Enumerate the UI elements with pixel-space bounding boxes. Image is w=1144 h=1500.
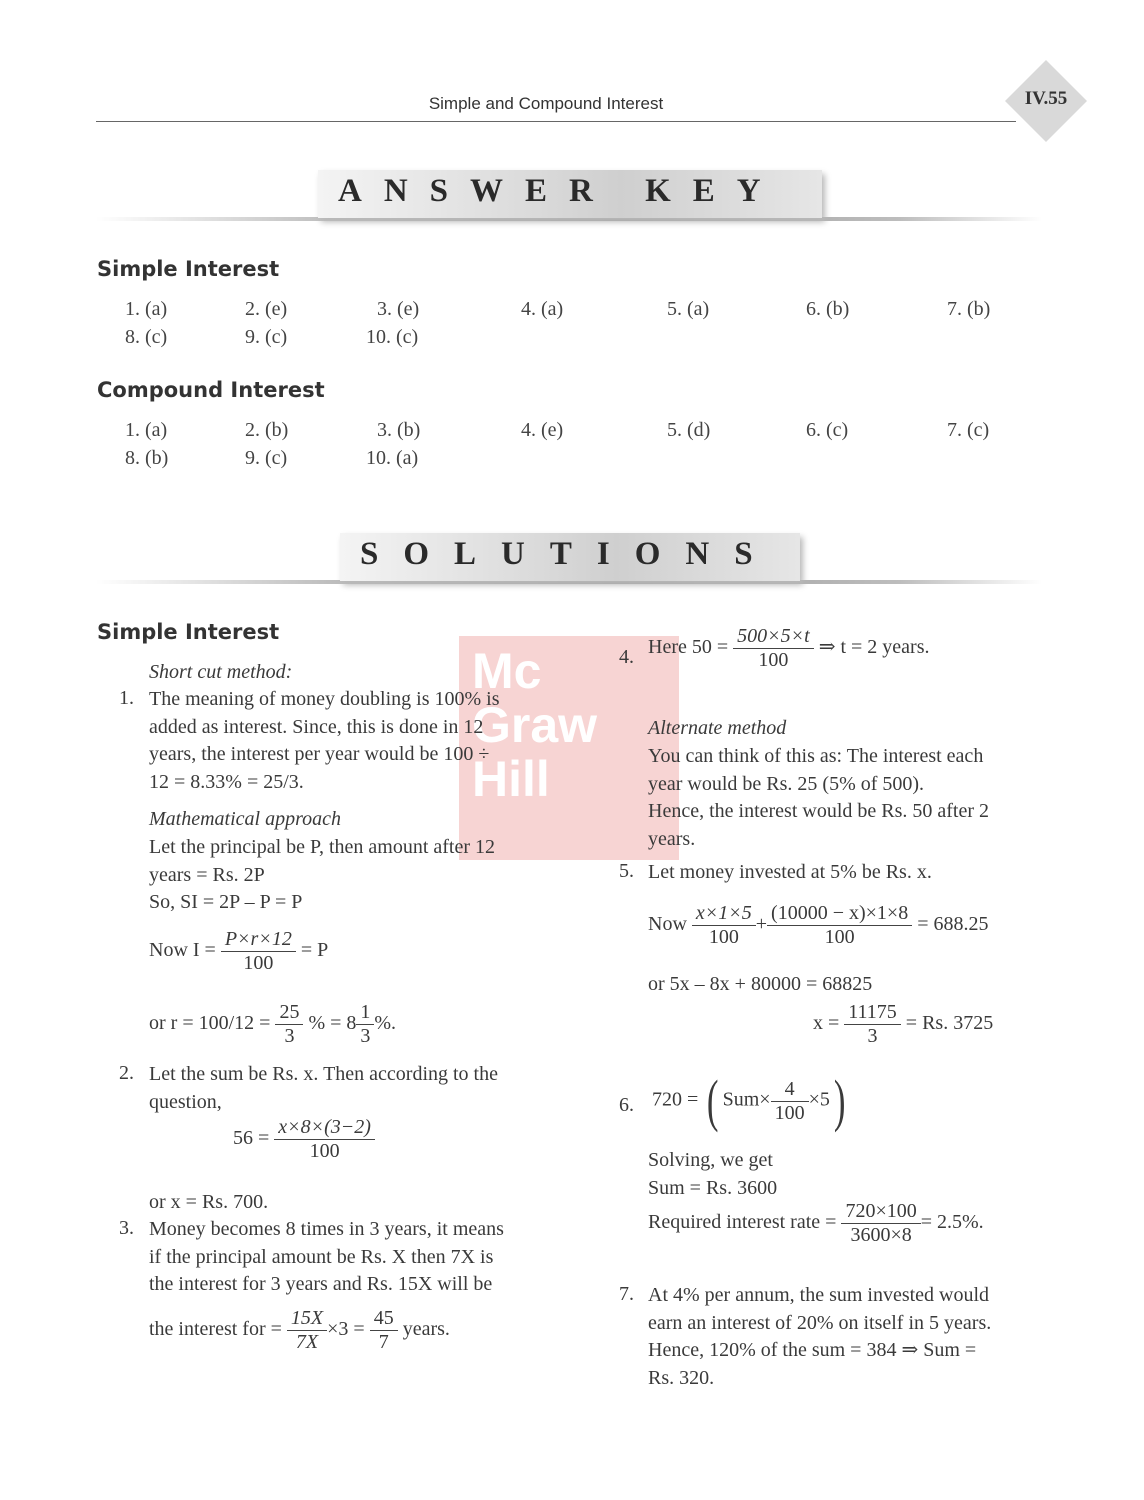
equation: Now $\frac{x\times 1\times 5}{100}$ + $\frac{(10000 - x)\times 1\times 8}{100}$ = 688.25 [648, 902, 989, 948]
answer-item: 7. (c) [947, 419, 990, 441]
solution-number: 7. [619, 1283, 634, 1305]
solution-1-math-text: Let the principal be P, then amount after 12 years = Rs. 2P So, SI = 2P – P = P [149, 836, 496, 913]
equation: 56 = $\frac{x\times 8\times(3-2)}{100}$ [233, 1116, 375, 1163]
answer-item: 9. (c) [245, 326, 288, 348]
solution-number: 1. [119, 687, 134, 709]
answer-item: 2. (e) [245, 298, 288, 320]
answer-key-title: ANSWER KEY [338, 173, 783, 209]
answer-item: 7. (b) [947, 298, 991, 320]
answer-item: 6. (b) [806, 298, 850, 320]
answer-item: 1. (a) [125, 298, 168, 320]
answer-item: 3. (b) [377, 419, 421, 441]
answer-item: 8. (b) [125, 447, 169, 469]
simple-interest-heading: Simple Interest [97, 257, 280, 281]
equation: the interest for = $\frac{15X}{7X}$ ×3 = $\frac{45}{7}$ years. [149, 1307, 450, 1353]
answer-item: 9. (c) [245, 447, 288, 469]
page-number-badge [1003, 58, 1089, 144]
answer-item: 10. (c) [366, 326, 419, 348]
solution-5-text: Let money invested at 5% be Rs. x. [648, 861, 932, 883]
answer-item: 3. (e) [377, 298, 420, 320]
solution-number: 4. [619, 646, 634, 668]
header-rule [96, 121, 1016, 122]
solution-6-text: Solving, we get Sum = Rs. 3600 [648, 1149, 778, 1199]
solutions-simple-heading: Simple Interest [97, 620, 280, 644]
solution-3-text: Money becomes 8 times in 3 years, it means if the principal amount be Rs. X then 7X is the interest for 3 years and Rs. 15X will be [149, 1218, 504, 1295]
compound-interest-heading: Compound Interest [97, 378, 325, 402]
method-title: Alternate method [648, 717, 787, 739]
solution-2-text: Let the sum be Rs. x. Then according to the question, [149, 1063, 498, 1113]
method-title: Mathematical approach [149, 808, 342, 830]
equation: x = $\frac{11175}{3}$ = Rs. 3725 [813, 1001, 994, 1047]
solution-5-step: or 5x – 8x + 80000 = 68825 [648, 973, 873, 995]
equation: Required interest rate = $\frac{720\times 100}{3600\times 8}$ = 2.5%. [648, 1200, 984, 1246]
answer-item: 6. (c) [806, 419, 849, 441]
answer-item: 8. (c) [125, 326, 168, 348]
solution-4-alt-text: You can think of this as: The interest each year would be Rs. 25 (5% of 500). Hence, the interest would be Rs. 50 after 2 years. [648, 745, 990, 850]
running-head: Simple and Compound Interest [428, 94, 664, 113]
solutions-title: SOLUTIONS [360, 536, 778, 572]
answer-item: 1. (a) [125, 419, 168, 441]
answer-item: 10. (a) [366, 447, 419, 469]
solution-number: 2. [119, 1062, 134, 1084]
answer-item: 5. (d) [667, 419, 711, 441]
equation: or r = 100/12 = $\frac{25}{3}$ % = 8 $\frac{1}{3}$ %. [149, 1001, 397, 1047]
method-title: Short cut method: [149, 661, 293, 683]
answer-item: 5. (a) [667, 298, 710, 320]
watermark-logo-text: Mc Graw Hill [472, 643, 598, 807]
equation: 720 = ( Sum× $\frac{4}{100}$ ×5) [652, 1068, 846, 1133]
solution-number: 5. [619, 860, 634, 882]
solution-7-text: At 4% per annum, the sum invested would earn an interest of 20% on itself in 5 years. Hence, 120% of the sum = 384 ⇒ Sum = Rs. 320. [648, 1284, 992, 1389]
answer-item: 4. (e) [521, 419, 564, 441]
answer-item: 4. (a) [521, 298, 564, 320]
answer-item: 2. (b) [245, 419, 289, 441]
equation: Now I = $\frac{P\times r\times 12}{100}$ = P [149, 928, 329, 974]
solution-number: 3. [119, 1217, 134, 1239]
solution-number: 6. [619, 1094, 634, 1116]
page-number: IV.55 [1024, 88, 1068, 109]
solution-2-result: or x = Rs. 700. [149, 1191, 269, 1213]
solution-1-text: The meaning of money doubling is 100% is added as interest. Since, this is done in 12 years, the interest per year would be 100 ÷ 12 = 8.33% = 25/3. [149, 688, 500, 793]
equation: Here 50 = $\frac{500\times 5\times t}{100}$ ⇒ t = 2 years. [648, 625, 930, 671]
